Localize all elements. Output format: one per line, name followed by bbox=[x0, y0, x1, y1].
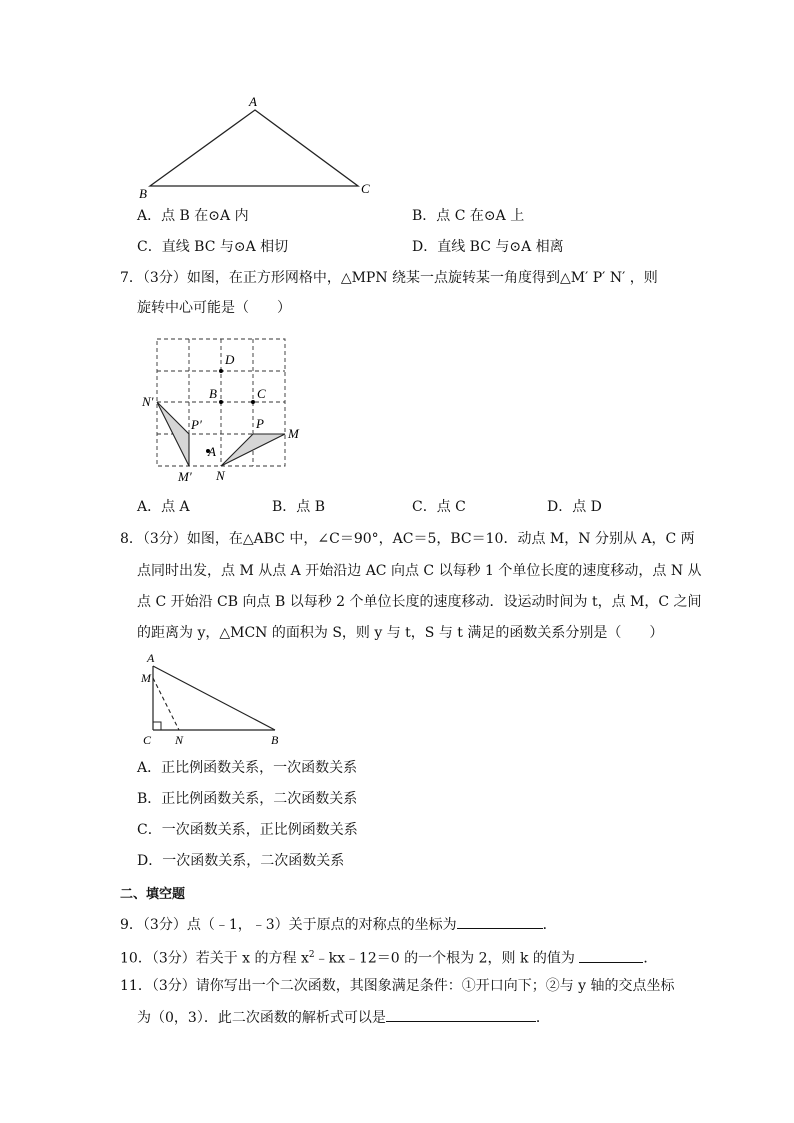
q11-end: ． bbox=[535, 1010, 550, 1026]
q8-option-c[interactable]: C．一次函数关系，正比例函数关系 bbox=[137, 822, 358, 838]
q9-line bbox=[120, 914, 557, 935]
q10-exponent: 2 bbox=[308, 950, 315, 960]
q11-text-line1: 11．（3分）请你写出一个二次函数，其图象满足条件：①开口向下；②与 y 轴的交点坐标 bbox=[120, 978, 675, 994]
label-c: C bbox=[143, 733, 152, 747]
point-c bbox=[251, 400, 255, 404]
q7-option-d[interactable]: D．点 D bbox=[547, 499, 602, 515]
q10-text-a: 10．（3分）若关于 x 的方程 x bbox=[120, 950, 309, 967]
point-b bbox=[219, 400, 223, 404]
q8-text-line3: 点 C 开始沿 CB 向点 B 以每秒 2 个单位长度的速度移动．设运动时间为 t，点 M，C 之间 bbox=[137, 594, 702, 610]
label-c: C bbox=[361, 181, 370, 196]
triangle-abc bbox=[150, 110, 358, 186]
q7-text-line2: 旋转中心可能是（ ） bbox=[137, 300, 291, 316]
q9-end: ． bbox=[542, 917, 557, 933]
triangle-mprime-pprime-nprime bbox=[157, 402, 189, 466]
q9-answer-blank[interactable] bbox=[457, 914, 543, 929]
q7-option-a[interactable]: A．点 A bbox=[137, 499, 190, 515]
q10-line bbox=[120, 945, 657, 969]
label-m: M bbox=[141, 671, 151, 685]
label-a: A bbox=[208, 444, 216, 459]
q7-text-line1: 7．（3分）如图，在正方形网格中，△MPN 绕某一点旋转某一角度得到△M′ P′ N′ ，则 bbox=[120, 270, 658, 286]
q10-text-b: ﹣kx﹣12＝0 的一个根为 2，则 k 的值为 bbox=[314, 950, 575, 967]
q8-triangle-figure bbox=[135, 650, 295, 750]
q11-line2 bbox=[137, 1007, 550, 1028]
label-m: M bbox=[288, 426, 299, 441]
q8-text-line2: 点同时出发，点 M 从点 A 开始沿边 AC 向点 C 以每秒 1 个单位长度的速度移动，点 N 从 bbox=[137, 563, 702, 579]
label-b: B bbox=[139, 186, 147, 200]
q7-option-c[interactable]: C．点 C bbox=[412, 499, 466, 515]
label-a: A bbox=[147, 651, 155, 665]
right-angle-mark bbox=[153, 722, 161, 730]
q7-grid-figure bbox=[140, 330, 300, 490]
q8-option-d[interactable]: D．一次函数关系，二次函数关系 bbox=[137, 853, 345, 869]
q6-option-c[interactable]: C．直线 BC 与⊙A 相切 bbox=[137, 239, 289, 255]
label-p: P bbox=[256, 416, 264, 431]
label-n: N bbox=[175, 733, 184, 747]
label-a: A bbox=[249, 94, 257, 109]
q8-text-line1: 8．（3分）如图，在△ABC 中，∠C＝90°，AC＝5，BC＝10．动点 M，N 分别从 A，C 两 bbox=[120, 531, 695, 547]
q9-text: 9．（3分）点（﹣1，﹣3）关于原点的对称点的坐标为 bbox=[120, 917, 457, 933]
label-d: D bbox=[225, 352, 235, 367]
q6-option-b[interactable]: B．点 C 在⊙A 上 bbox=[412, 208, 525, 224]
q10-end: ． bbox=[643, 950, 658, 967]
q6-option-d[interactable]: D．直线 BC 与⊙A 相离 bbox=[412, 239, 564, 255]
q8-option-b[interactable]: B．正比例函数关系，二次函数关系 bbox=[137, 791, 358, 807]
point-d bbox=[219, 369, 223, 373]
section-title-fill-in: 二、填空题 bbox=[120, 887, 186, 902]
q11-answer-blank[interactable] bbox=[386, 1007, 536, 1022]
q6-option-a[interactable]: A．点 B 在⊙A 内 bbox=[137, 208, 249, 224]
q6-triangle-figure bbox=[130, 92, 380, 200]
label-b: B bbox=[271, 733, 279, 747]
q11-text-line2: 为（0，3）．此二次函数的解析式可以是 bbox=[137, 1010, 386, 1026]
q7-option-b[interactable]: B．点 B bbox=[272, 499, 326, 515]
q10-answer-blank[interactable] bbox=[579, 948, 643, 963]
label-c: C bbox=[257, 386, 266, 401]
side-ab bbox=[153, 666, 275, 730]
label-mprime: M′ bbox=[178, 469, 192, 484]
label-pprime: P′ bbox=[191, 417, 202, 432]
label-b: B bbox=[209, 386, 217, 401]
label-nprime: N′ bbox=[142, 394, 154, 409]
q8-option-a[interactable]: A．正比例函数关系，一次函数关系 bbox=[137, 760, 358, 776]
q8-text-line4: 的距离为 y，△MCN 的面积为 S，则 y 与 t，S 与 t 满足的函数关系分别是（ ） bbox=[137, 625, 664, 641]
label-n: N bbox=[216, 468, 225, 483]
